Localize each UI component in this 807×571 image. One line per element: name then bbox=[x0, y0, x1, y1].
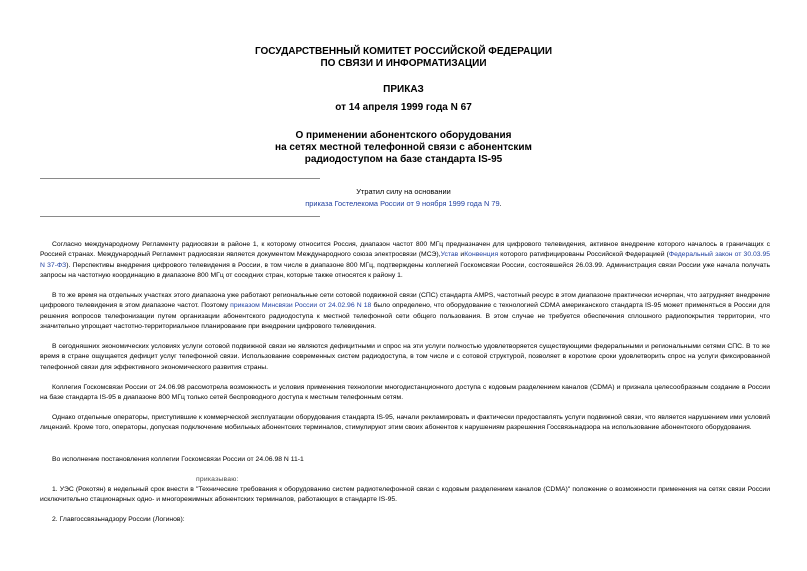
paragraph-8-text: 2. Главгоссвязьнадзору России (Логинов): bbox=[52, 516, 185, 523]
paragraph-7-text: 1. УЭС (Рокотян) в недельный срок внести в "Технические требования к оборудованию систем радиотелефонной связи с кодовым разделением каналов (CDMA)" положение о возможности применения на сетях связи России исключительно стационарных одно- и многорежимных абонентских терминалов, работающих в стандарте IS-95. bbox=[40, 486, 770, 504]
charter-link[interactable]: Устав bbox=[440, 251, 459, 259]
paragraph-7 bbox=[40, 485, 770, 506]
repeal-order-link[interactable]: приказа Гостелекома России от 9 ноября 1999 года N 79 bbox=[305, 199, 500, 208]
paragraph-3 bbox=[40, 342, 770, 373]
paragraph-5-text: Однако отдельные операторы, приступившие к коммерческой эксплуатации оборудования стандарта IS-95, начали рекламировать и фактически предоставлять услуги подвижной связи, что является нарушением ими условий лицензий. Кроме того, операторы, допуская подключение мобильных абонентских терминалов, стимулируют этим своих абонентов к нарушениям разрешения Госсвязьнадзора на использование абонентского оборудования. bbox=[40, 414, 770, 432]
status-note bbox=[0, 186, 807, 210]
divider-top bbox=[40, 178, 320, 179]
paragraph-1-text-c: которого ратифицированы Российской Федерацией ( bbox=[498, 251, 669, 259]
authority-line-1: ГОСУДАРСТВЕННЫЙ КОМИТЕТ РОССИЙСКОЙ ФЕДЕРАЦИИ bbox=[254, 46, 553, 57]
paragraph-4-text: Коллегия Госкомсвязи России от 24.06.98 рассмотрела возможность и условия применения технологии многодистанционного доступа с кодовым разделением каналов (CDMA) и признала целесообразным создание в России на базе стандарта IS-95 в диапазоне 800 МГц только сетей беспроводного доступа к местным телефонным сетям. bbox=[40, 384, 770, 402]
status-end: . bbox=[499, 199, 502, 208]
title-line-3: радиодоступом на базе стандарта IS-95 bbox=[304, 154, 503, 165]
paragraph-6-text: Во исполнение постановления коллегии Госкомсвязи России от 24.06.98 N 11-1 bbox=[52, 456, 304, 463]
divider-bottom bbox=[40, 216, 320, 217]
paragraph-2-text-a: В то же время на отдельных участках этого диапазона уже работают региональные сети сотовой подвижной связи (СПС) стандарта AMPS, частотный ресурс в этом диапазоне практически исчерпан, что затрудняет внедрение цифрового телевидения в этом диапазоне частот. Поэтому bbox=[40, 292, 770, 310]
paragraph-1-text-b: и bbox=[458, 251, 465, 259]
paragraph-1 bbox=[40, 240, 770, 281]
federal-law-link[interactable]: Федеральный закон от 30.03.95 N 37-ФЗ bbox=[40, 251, 771, 269]
paragraph-2-text-b: было определено, что оборудование с технологией CDMA американского стандарта IS-95 может применяться в России для решения вопросов телефонизации путем организации абонентского радиодоступа к местной телефонной сети общего пользования. В этом случае не требуется обеспечения сплошного радиопокрытия территории, что значительно упрощает частотно-территориальное планирование при внедрении цифрового телевидения. bbox=[40, 302, 770, 330]
paragraph-2 bbox=[40, 291, 770, 332]
document-date-number: от 14 апреля 1999 года N 67 bbox=[335, 102, 472, 113]
convention-link[interactable]: Конвенция bbox=[464, 251, 499, 259]
paragraph-6 bbox=[40, 455, 770, 465]
document-title bbox=[0, 130, 807, 166]
ministry-order-link[interactable]: приказом Минсвязи России от 24.02.96 N 18 bbox=[230, 302, 372, 310]
title-line-2: на сетях местной телефонной связи с абонентским bbox=[275, 142, 532, 153]
document-type: ПРИКАЗ bbox=[383, 84, 424, 95]
status-line: Утратил силу на основании bbox=[356, 187, 451, 196]
paragraph-4 bbox=[40, 383, 770, 404]
paragraph-3-text: В сегодняшних экономических условиях услуги сотовой подвижной связи не являются дефицитными и спрос на эти услуги полностью удовлетворяется существующими федеральными и региональными сетями СПС. В то же время в стране ощущается дефицит услуг телефонной связи. Использование современных систем радиодоступа, в том числе и с сотовой структурой, позволяет в короткие сроки удовлетворить спрос на услуги фиксированной телефонной связи для эффективного экономического развития страны. bbox=[40, 343, 770, 371]
paragraph-8 bbox=[40, 515, 770, 525]
issuing-authority bbox=[0, 46, 807, 70]
title-line-1: О применении абонентского оборудования bbox=[295, 130, 512, 141]
paragraph-1-text-d: ). Перспективы внедрения цифрового телевидения в России, в том числе в диапазоне 800 МГц, подтверждены коллегией Госкомсвязи России, состоявшейся 26.03.99. Администрация связи России уже начала получать запросы на частотную координацию в диапазоне 800 МГц от соседних стран, которые также относятся к району 1. bbox=[40, 261, 770, 279]
order-directive-word: приказываю: bbox=[196, 476, 239, 483]
authority-line-2: ПО СВЯЗИ И ИНФОРМАТИЗАЦИИ bbox=[320, 58, 487, 69]
paragraph-1-text-a: Согласно международному Регламенту радиосвязи в районе 1, к которому относится Россия, диапазон частот 800 МГц предназначен для цифрового телевидения, активное внедрение которого началось в граничащих с Россией странах. Международный Регламент радиосвязи является документом Международного союза электросвязи (МСЭ), bbox=[40, 241, 770, 259]
paragraph-5 bbox=[40, 413, 770, 434]
